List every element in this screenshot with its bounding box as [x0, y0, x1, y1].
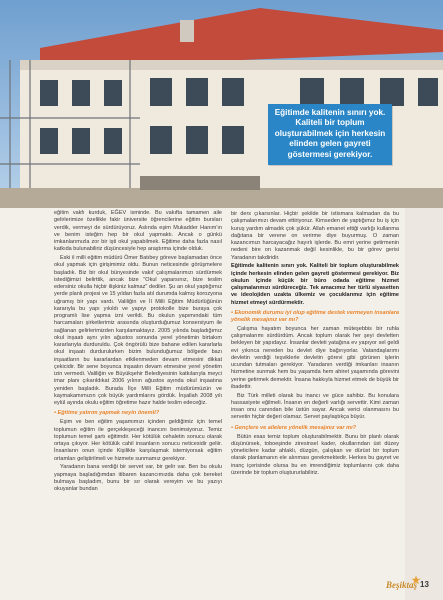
body-paragraph: Biz Türk milleti olarak bu inancı ve güce sahibiz. Bu konulara hassasiyete eğilmeli. İnsanın en değerli varlığı servettir. Kimi zaman insan onu canından bile üstün sayar. Ancak verici olanmasını bu servetin hiçbir değeri olamaz. Servet paylaştıkça büyür. — [231, 392, 399, 421]
section-heading: • Eğitime yatırım yapmak neyin önemli? — [54, 410, 160, 417]
article-column-right — [231, 211, 399, 479]
margin-strip — [405, 208, 443, 600]
pull-quote-callout — [268, 104, 392, 165]
body-paragraph: bir ders çıkarsınlar. Hiçbir şekilde bir istismara kalmadan da bu çalışmalarımızı devam ettiriyoruz. Kimseden de yaptığımız bu iş için kuruş yardım almadık çok şükür. Allah emanet ettiği varlığı kullanma dağıtana bir verene on verirme diye buyurmuş. O zaman kazancımızı harcayacağız hayırlı işlerde. Bu emri yerine getirmenin nedeni bire on kazanmak değil kesinlikle, bu bir görev gerisi Yaradanın takdiridir. — [231, 211, 399, 261]
body-paragraph: Eşim ve ben eğitim yaşamımızı içinden geldiğimiz için temel toplumun eğitim ile gerçekleşeceği inancını benimsiyoruz. Temiz toplumun temel şartı eğitimdir. Her kötülük cehaletin sonucu olarak ortaya çıkıyor. Her kötülük cahil insanların sonucu neticesidir geliir. İnsanların onun içinde Kişilikte karşılaşmak istemiyorsak eğitim ortamları geliştirilmeli ve hizmete sunmamız gerekiyor. — [54, 419, 222, 462]
pull-quote-text: Eğitimde kalitenin sınırı yok. Kaliteli bir toplum oluşturabilmek için herkesin elinden gelen gayreti göstermesi gerekiyor. — [274, 108, 386, 159]
section-heading: • Ekonomik durumu iyi olup eğitime destek vermeyen insanlara yönelik mesajınız var mı? — [231, 309, 399, 323]
body-paragraph: Bütün esas temiz toplum oluşturabilmektir. Bunu bir planlı olarak düşünürsek, toboeşinde ziresinsel kader, okullarından üst düzey yöneticilere kadar ahlaklı, düzgün, çalışkan ve dürüst bir toplum olarak planlamanın ele alınması gerekmektedir. Herkes bu gayret ve inanç içerisinde olursa bu en imrendiğimiz toplumlarını çok daha üzerinde bir toplum oluştururlabiliriz. — [231, 433, 399, 476]
page-number: 13 — [420, 580, 429, 589]
body-paragraph: Çalışma hayatım boyunca her zaman müteşebbis bir ruhla çalışmalarımı sürdürdüm. Ancak toplum olarak her şeyi devletten bekleyen bir yapıdayız. İnsanlar devleti yatağına ev yapıyor sel geldi evi yıkınca nereden bu devlet diye bağırıyorlar. Vatandaşlarımı devletin verdiği teşviklerle devletin görevi gibi görünen işlerin ucundan tutmaları gerekiyor. Yaradanın verdiği imkanları insanın hizmetine sunmak hem bu yaşamda hem ahiret yaşamında görevini yerine getirmek demektir. İnsana hakkıyla hizmet etmek de büyük bir ibadettir. — [231, 325, 399, 390]
section-heading: • Gençlere ve ailelere yönelik mesajınız var mı? — [231, 424, 357, 431]
body-paragraph: Eğitimde kalitenin sınırı yok. Kaliteli bir toplum oluşturabilmek içinde herkesin elinden gelen gayreti göstermesi gerekiyor. Biz okulun içinde küçük bir büro odada eğitime hizmet çalışmalarımızı sürdüreceğiz. Tek amacımız her türlü siyasetten ve ideolojiden uzakta ülkemiz ve çocuklarımız için eğitime hizmet etmeyi sürdürmektir. — [231, 263, 399, 306]
body-paragraph: Eski il milli eğitim müdürü Ömer Batıbey göreve başlamadan önce okul yapmak için girişimimiz oldu. Bunun neticesinde görüşmelere başladık. Biz bir okul bünyesinde vakıf çalışmalarımızı sürdürmek istediğimizi belirttik, ancak bize "Okul yaparsınız, bize teslim edersiniz okulla hiçbir ilişkiniz kalmaz" dediler. Şu an okul yaptığımız yerde planlı projesi ve 15 yıldan fazla atıl durumda kalmış korozyona uğramış bir yapı vardı. Valiliğin ve İl Milli Eğitim Müdürlüğünün kararıyla bu yapı yıkıldı ve yapıyı protokolle bize buraya çok programlı lise yapma izni verildi. Bu okulun yapımındaki tüm harcamaları şirketlerimiz arasında oluşturduğumuz konsersiyum ile sağlanan gelirlerimizden karşılamaktayız. 2005 yılında başladığımız okul inşaatı aynı yılın ağustos sonunda yerel yönetimin birtakım kararlarıyla durduruldu. Çok öngörülü bize bahane edilen kararlarla okul inşaatı durdurulurken bizim bulunduğumuz bölgede bazı inşaatların bu kararlardan etkilenmeden devam etmesini dikkat çekicidir. Bir sene boyunca inşaatın devam etmesine yerel yönetim izin vermedi. Valiliğin ve Büyükşehir Belediyesinin katkılarıyla meyci imar planı çıkarıldıkat 2006 yılının ağustos ayında okul inşaatına yeniden başladık. Burada İlçe Milli Eğitim müdürümüzün ve kaymakamımızın çok büyük yardımlarını gördük. İnşallah 2008 yılı eylül ayında okulu eğitim öğretime hazır halde teslim edeceğiz. — [54, 255, 222, 406]
magazine-logo: Beşiktaş — [386, 580, 418, 590]
body-paragraph: Yaradanın bana verdiği bir servet var, bir gelir var. Ben bu okulu yapmaya başladığımdan itibaren kazancımızda daha çok bereket bulmaya başladım, bunu bir sır olarak vereyim ve bu yazıyı okuyanlar bundan — [54, 464, 222, 492]
article-column-left — [54, 210, 222, 495]
body-paragraph: eğitim vakfı kurduk, EĞEV isminde. Bu vakıfta tamamen aile gelirlerimize özellikle fakir üniversite öğrencilerine eğitim bursları verdik, vermeyi de sürdürüyoruz. Aslında eşim Mukadder Hanım'ın ve benim isteğim hep bir okul yapmaktı. Ancak o günkü imkanlarımızla zor bir işti okul yapabilmek. Eğitime daha fazla nasıl katkıda bulunabiliriz düşüncesiyle hep araştırma içinde olduk. — [54, 210, 222, 253]
